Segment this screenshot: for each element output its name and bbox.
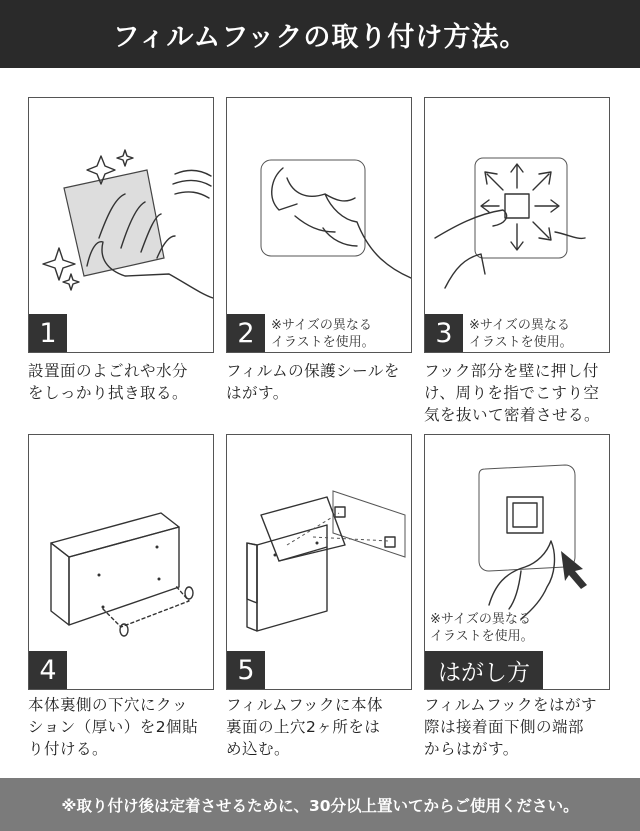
step-3-note: ※サイズの異なる イラストを使用。 [469, 318, 573, 350]
step-1-description: 設置面のよごれや水分 をしっかり拭き取る。 [28, 362, 189, 402]
step-4-card [28, 434, 214, 690]
removal-label: はがし方 [425, 651, 543, 689]
removal-description: フィルムフックをはがす 際は接着面下側の端部 からはがす。 [424, 696, 598, 758]
step-3-number: 3 [425, 314, 463, 352]
step-5-number: 5 [227, 651, 265, 689]
step-5-description: フィルムフックに本体 裏面の上穴2ヶ所をは め込む。 [226, 696, 384, 758]
page-title: フィルムフックの取り付け方法。 [0, 0, 640, 68]
step-2-description: フィルムの保護シールを はがす。 [226, 362, 400, 402]
step-1-number: 1 [29, 314, 67, 352]
removal-note: ※サイズの異なる イラストを使用。 [430, 612, 534, 644]
step-4-description: 本体裏側の下穴にクッ ション（厚い）を2個貼 り付ける。 [28, 696, 199, 758]
step-2-card [226, 97, 412, 353]
removal-card [424, 434, 610, 690]
step-1-card [28, 97, 214, 353]
step-2-number: 2 [227, 314, 265, 352]
step-3-description: フック部分を壁に押し付 け、周りを指でこすり空 気を抜いて密着させる。 [424, 362, 601, 424]
step-5-card [226, 434, 412, 690]
step-4-number: 4 [29, 651, 67, 689]
step-2-note: ※サイズの異なる イラストを使用。 [271, 318, 375, 350]
footer-notice: ※取り付け後は定着させるために、30分以上置いてからご使用ください。 [0, 778, 640, 831]
step-3-card [424, 97, 610, 353]
